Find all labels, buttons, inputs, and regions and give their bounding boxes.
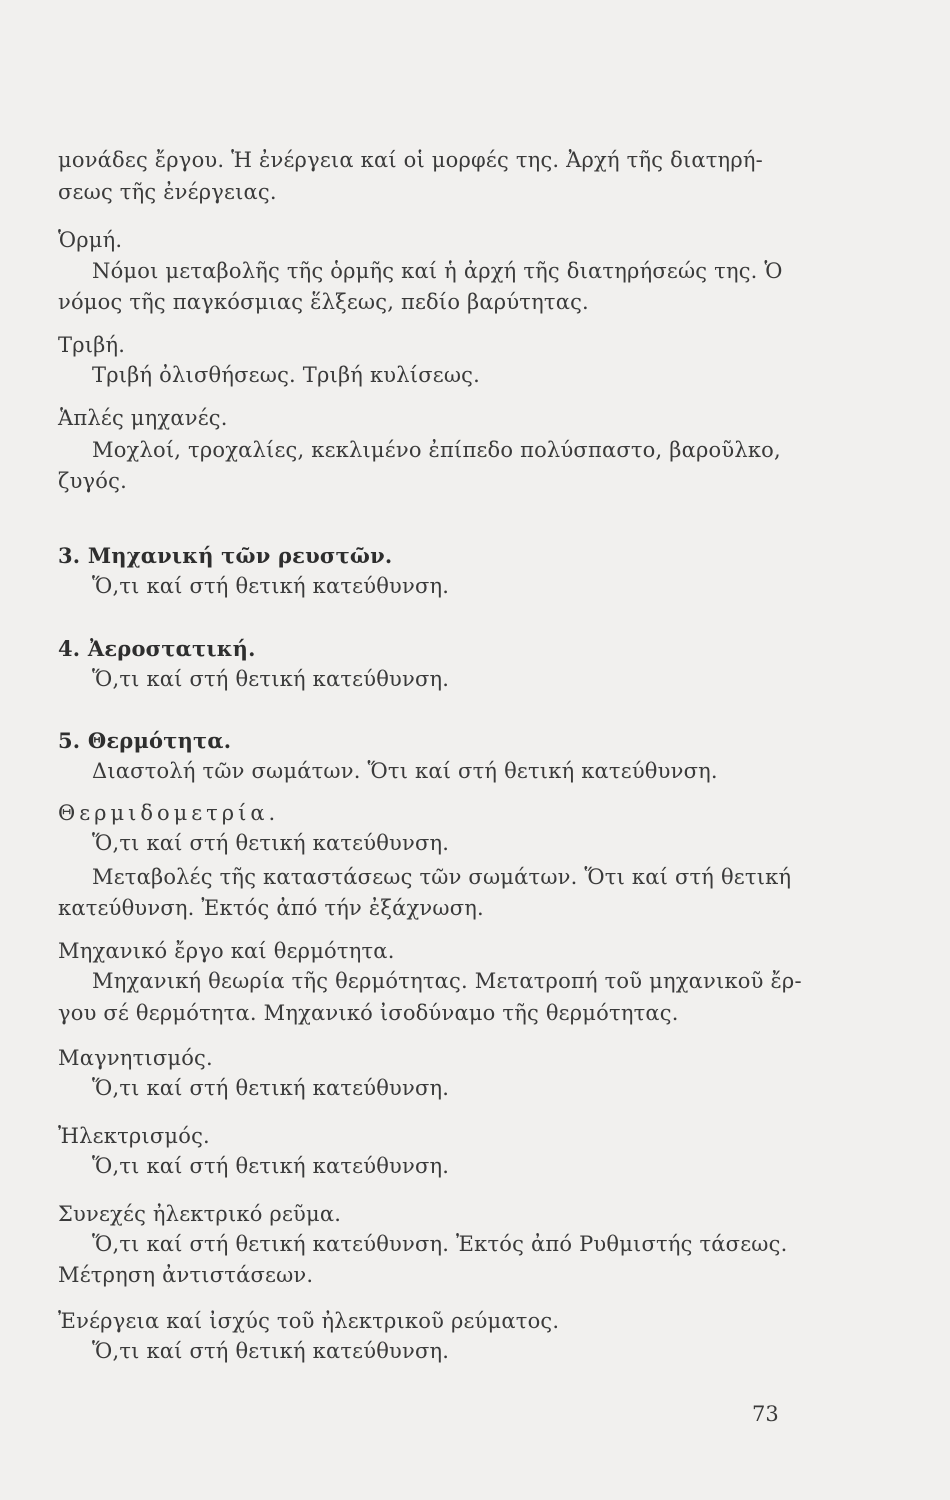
text-line: νόμος τῆς παγκόσμιας ἕλξεως, πεδίο βαρύτητας. (58, 290, 589, 314)
text-line: Διαστολή τῶν σωμάτων. Ὅτι καί στή θετική κατεύθυνση. (92, 759, 718, 783)
topic-heading: Ὁρμή. (58, 228, 123, 252)
topic-heading: Τριβή. (58, 333, 126, 357)
topic-heading: Συνεχές ἠλεκτρικό ρεῦμα. (58, 1202, 342, 1226)
text-line: μονάδες ἔργου. Ἡ ἐνέργεια καί οἱ μορφές της. Ἀρχή τῆς διατηρή- (58, 148, 763, 172)
text-line: Μοχλοί, τροχαλίες, κεκλιμένο ἐπίπεδο πολύσπαστο, βαροῦλκο, (92, 438, 781, 462)
section-heading: 5. Θερμότητα. (58, 728, 232, 753)
text-line: Μέτρηση ἀντιστάσεων. (58, 1263, 314, 1287)
text-line: Μηχανική θεωρία τῆς θερμότητας. Μετατροπή τοῦ μηχανικοῦ ἔρ- (92, 969, 802, 993)
page-number: 73 (752, 1402, 779, 1426)
text-line: Ὅ,τι καί στή θετική κατεύθυνση. (92, 574, 450, 598)
text-line: Ὅ,τι καί στή θετική κατεύθυνση. (92, 831, 450, 855)
text-line: Ὅ,τι καί στή θετική κατεύθυνση. Ἐκτός ἀπό Ρυθμιστής τάσεως. (92, 1232, 788, 1256)
section-heading: 3. Μηχανική τῶν ρευστῶν. (58, 543, 393, 568)
topic-heading: Ἠλεκτρισμός. (58, 1124, 210, 1148)
text-line: Ὅ,τι καί στή θετική κατεύθυνση. (92, 667, 450, 691)
topic-heading: Ἁπλές μηχανές. (58, 406, 228, 430)
topic-heading: Ἐνέργεια καί ἰσχύς τοῦ ἠλεκτρικοῦ ρεύματος. (58, 1309, 560, 1333)
text-line: Νόμοι μεταβολῆς τῆς ὁρμῆς καί ἡ ἀρχή τῆς διατηρήσεώς της. Ὁ (92, 259, 783, 283)
section-heading: 4. Ἀεροστατική. (58, 636, 256, 661)
text-line: Μεταβολές τῆς καταστάσεως τῶν σωμάτων. Ὅτι καί στή θετική (92, 865, 792, 889)
text-line: κατεύθυνση. Ἐκτός ἀπό τήν ἐξάχνωση. (58, 896, 484, 920)
topic-heading: Θερμιδομετρία. (58, 801, 280, 825)
text-line: ζυγός. (58, 469, 127, 493)
text-line: σεως τῆς ἐνέργειας. (58, 180, 277, 204)
text-line: Ὅ,τι καί στή θετική κατεύθυνση. (92, 1076, 450, 1100)
text-line: Τριβή ὀλισθήσεως. Τριβή κυλίσεως. (92, 363, 480, 387)
topic-heading: Μηχανικό ἔργο καί θερμότητα. (58, 939, 395, 963)
text-line: Ὅ,τι καί στή θετική κατεύθυνση. (92, 1339, 450, 1363)
text-line: Ὅ,τι καί στή θετική κατεύθυνση. (92, 1154, 450, 1178)
text-line: γου σέ θερμότητα. Μηχανικό ἰσοδύναμο τῆς θερμότητας. (58, 1001, 679, 1025)
topic-heading: Μαγνητισμός. (58, 1046, 213, 1070)
